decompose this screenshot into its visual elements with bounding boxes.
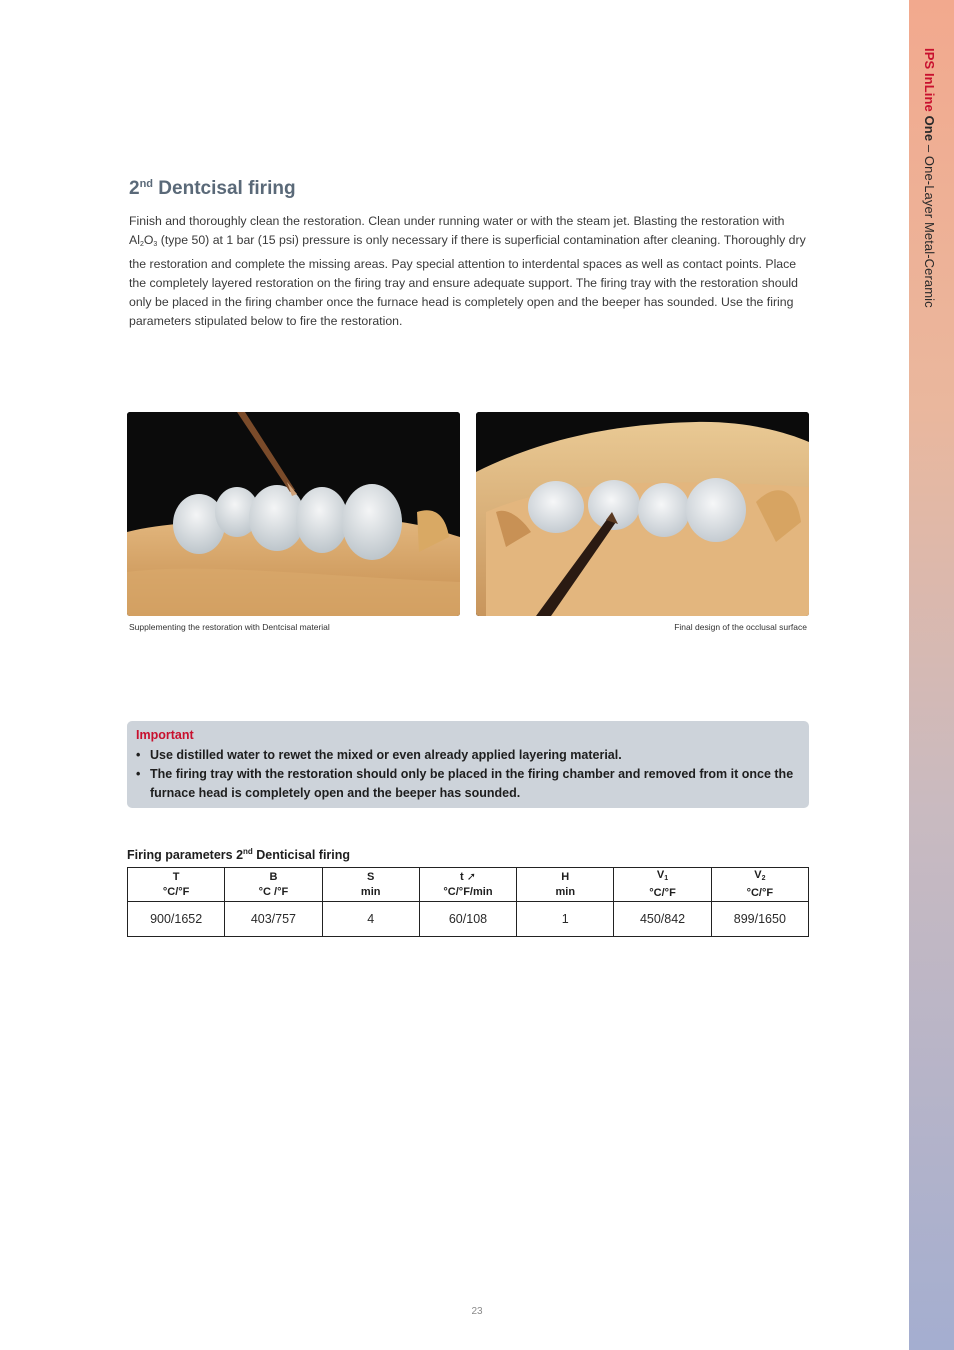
- header-cell-h: H min: [517, 868, 614, 902]
- header-cell-v1: V1 °C/°F: [614, 868, 711, 902]
- table-cell: 1: [517, 902, 614, 937]
- table-cell: 4: [322, 902, 419, 937]
- important-note-box: [127, 721, 809, 808]
- section-body: [129, 212, 809, 332]
- page-number: 23: [471, 1306, 483, 1317]
- header-cell-b: B °C /°F: [225, 868, 322, 902]
- important-item: • The firing tray with the restoration should only be placed in the firing chamber and removed from it once the furnace head is completely open and the beeper has sounded.: [136, 765, 799, 803]
- header-cell-heat-rate: t ➚ °C/°F/min: [419, 868, 516, 902]
- photo-supplementing-restoration: [127, 412, 460, 616]
- section-paragraph: Finish and thoroughly clean the restoration. Clean under running water or with the steam jet. Blasting the restoration with $Al_2O_3$ (type 50) at 1 bar (15 psi) pressure is only necessary if there is superficial contamination after cleaning. Thoroughly dry the restoration and complete the missing areas. Pay special attention to interdental spaces as well as contact points. Place the completely layered restoration on the firing tray and ensure adequate support. The firing tray with the restoration should only be placed in the firing chamber once the furnace head is completely open and the beeper has sounded. Use the firing parameters stipulated below to fire the restoration.: [129, 214, 806, 329]
- photo-occlusal-surface: [476, 412, 809, 616]
- header-cell-t: T °C/°F: [128, 868, 225, 902]
- table-row: [128, 902, 809, 937]
- table-cell: 899/1650: [711, 902, 808, 937]
- product-name: One: [922, 115, 937, 142]
- header-cell-v2: V2 °C/°F: [711, 868, 808, 902]
- table-cell: 403/757: [225, 902, 322, 937]
- photo-caption-right: Final design of the occlusal surface: [674, 622, 807, 632]
- important-list: [136, 746, 799, 803]
- table-cell: 900/1652: [128, 902, 225, 937]
- firing-parameters-table: [127, 867, 809, 937]
- table-header-row: [128, 868, 809, 902]
- running-header: [922, 48, 937, 308]
- table-cell: 450/842: [614, 902, 711, 937]
- section-heading: 2nd Dentcisal firing: [129, 178, 296, 199]
- photo-caption-left: Supplementing the restoration with Dentcisal material: [129, 622, 330, 632]
- table-title: Firing parameters 2nd Denticisal firing: [127, 847, 351, 862]
- table-cell: 60/108: [419, 902, 516, 937]
- product-subtitle: – One-Layer Metal-Ceramic: [922, 141, 937, 308]
- important-title: Important: [136, 728, 194, 742]
- header-cell-s: S min: [322, 868, 419, 902]
- important-item: • Use distilled water to rewet the mixed or even already applied layering material.: [136, 746, 799, 765]
- brand-name: IPS InLine: [922, 48, 937, 112]
